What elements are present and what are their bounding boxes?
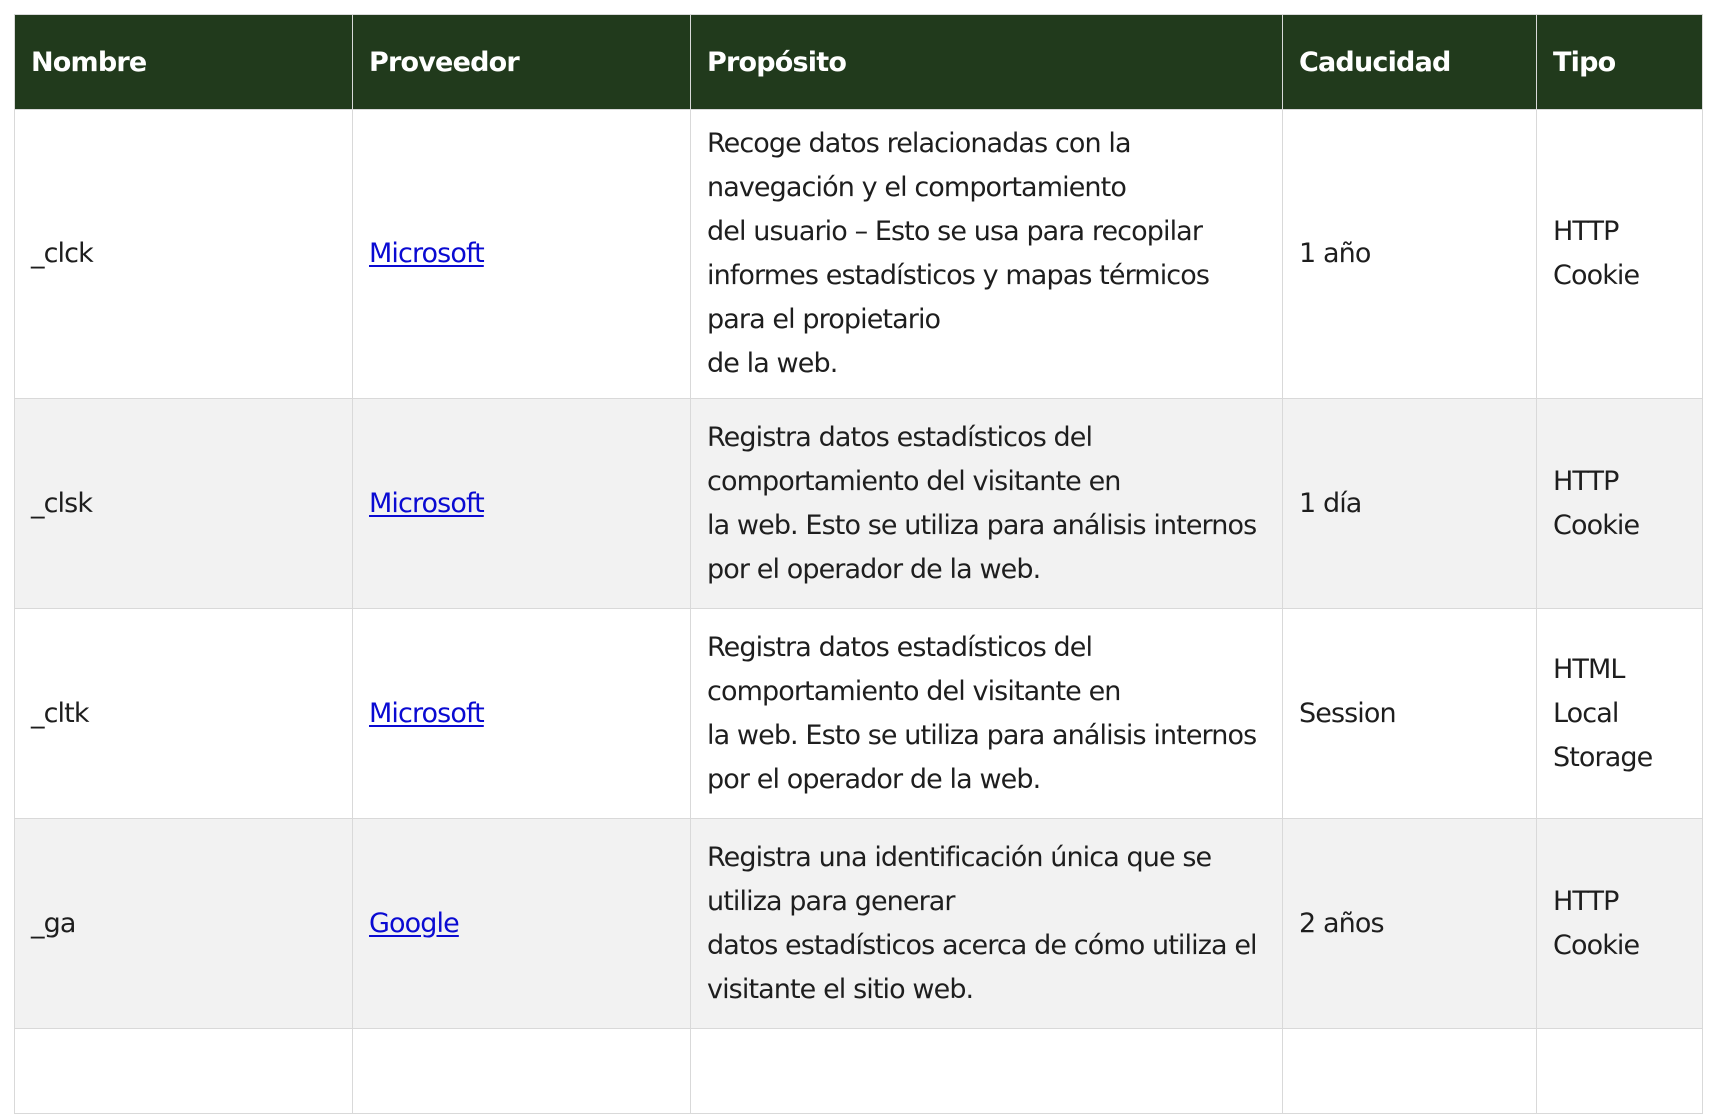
type-line: Cookie	[1553, 929, 1640, 961]
header-caducidad: Caducidad	[1283, 15, 1537, 110]
type-line: HTTP	[1553, 885, 1619, 917]
table-body	[15, 110, 1703, 1114]
purpose-line: navegación y el comportamiento	[707, 172, 1126, 203]
provider-link[interactable]: Microsoft	[369, 238, 484, 269]
cookie-type-empty	[1537, 1029, 1703, 1114]
cookie-type	[1537, 609, 1703, 819]
cookie-purpose	[691, 819, 1283, 1029]
cookie-purpose	[691, 609, 1283, 819]
cookie-expiry-empty	[1283, 1029, 1537, 1114]
purpose-line: informes estadísticos y mapas térmicos	[707, 260, 1210, 291]
purpose-line: Recoge datos relacionadas con la	[707, 128, 1131, 159]
purpose-line: de la web.	[707, 348, 838, 379]
cookie-purpose	[691, 399, 1283, 609]
type-line: Cookie	[1553, 509, 1640, 541]
header-proveedor: Proveedor	[353, 15, 691, 110]
header-nombre: Nombre	[15, 15, 353, 110]
cookie-provider-cell	[353, 609, 691, 819]
cookie-type	[1537, 399, 1703, 609]
provider-link[interactable]: Microsoft	[369, 697, 484, 729]
purpose-line: la web. Esto se utiliza para análisis internos	[707, 509, 1257, 541]
cookie-provider-empty	[353, 1029, 691, 1114]
cookie-provider-cell	[353, 399, 691, 609]
type-line: Storage	[1553, 741, 1653, 773]
cookie-name: _clck	[15, 110, 353, 399]
table-row	[15, 819, 1703, 1029]
cookie-purpose	[691, 110, 1283, 399]
type-line: HTML	[1553, 653, 1625, 685]
table-header	[15, 15, 1703, 110]
cookie-expiry: 2 años	[1283, 819, 1537, 1029]
table-row-partial	[15, 1029, 1703, 1114]
cookie-name: _cltk	[15, 609, 353, 819]
header-proposito: Propósito	[691, 15, 1283, 110]
purpose-line: la web. Esto se utiliza para análisis internos	[707, 719, 1257, 751]
type-line: HTTP	[1553, 216, 1619, 247]
purpose-line: para el propietario	[707, 304, 941, 335]
cookie-table	[14, 14, 1703, 1114]
table-row	[15, 110, 1703, 399]
purpose-line: Registra datos estadísticos del	[707, 421, 1093, 453]
header-tipo: Tipo	[1537, 15, 1703, 110]
type-line: HTTP	[1553, 465, 1619, 497]
cookie-type	[1537, 110, 1703, 399]
header-row	[15, 15, 1703, 110]
purpose-line: Registra una identificación única que se	[707, 841, 1212, 873]
cookie-expiry: Session	[1283, 609, 1537, 819]
purpose-line: del usuario – Esto se usa para recopilar	[707, 216, 1203, 247]
cookie-table-container	[14, 14, 1702, 1114]
purpose-line: comportamiento del visitante en	[707, 465, 1121, 497]
purpose-line: visitante el sitio web.	[707, 973, 974, 1005]
purpose-line: datos estadísticos acerca de cómo utiliza el	[707, 929, 1257, 961]
cookie-expiry: 1 año	[1283, 110, 1537, 399]
table-row	[15, 399, 1703, 609]
table-row	[15, 609, 1703, 819]
purpose-line: por el operador de la web.	[707, 763, 1041, 795]
cookie-expiry: 1 día	[1283, 399, 1537, 609]
provider-link[interactable]: Microsoft	[369, 487, 484, 519]
type-line: Local	[1553, 697, 1619, 729]
purpose-line: Registra datos estadísticos del	[707, 631, 1093, 663]
purpose-line: utiliza para generar	[707, 885, 955, 917]
cookie-name: _ga	[15, 819, 353, 1029]
type-line: Cookie	[1553, 260, 1640, 291]
purpose-line: comportamiento del visitante en	[707, 675, 1121, 707]
cookie-name: _clsk	[15, 399, 353, 609]
cookie-purpose-empty	[691, 1029, 1283, 1114]
purpose-line: por el operador de la web.	[707, 553, 1041, 585]
cookie-type	[1537, 819, 1703, 1029]
cookie-provider-cell	[353, 110, 691, 399]
provider-link[interactable]: Google	[369, 907, 459, 939]
cookie-provider-cell	[353, 819, 691, 1029]
cookie-name-empty	[15, 1029, 353, 1114]
